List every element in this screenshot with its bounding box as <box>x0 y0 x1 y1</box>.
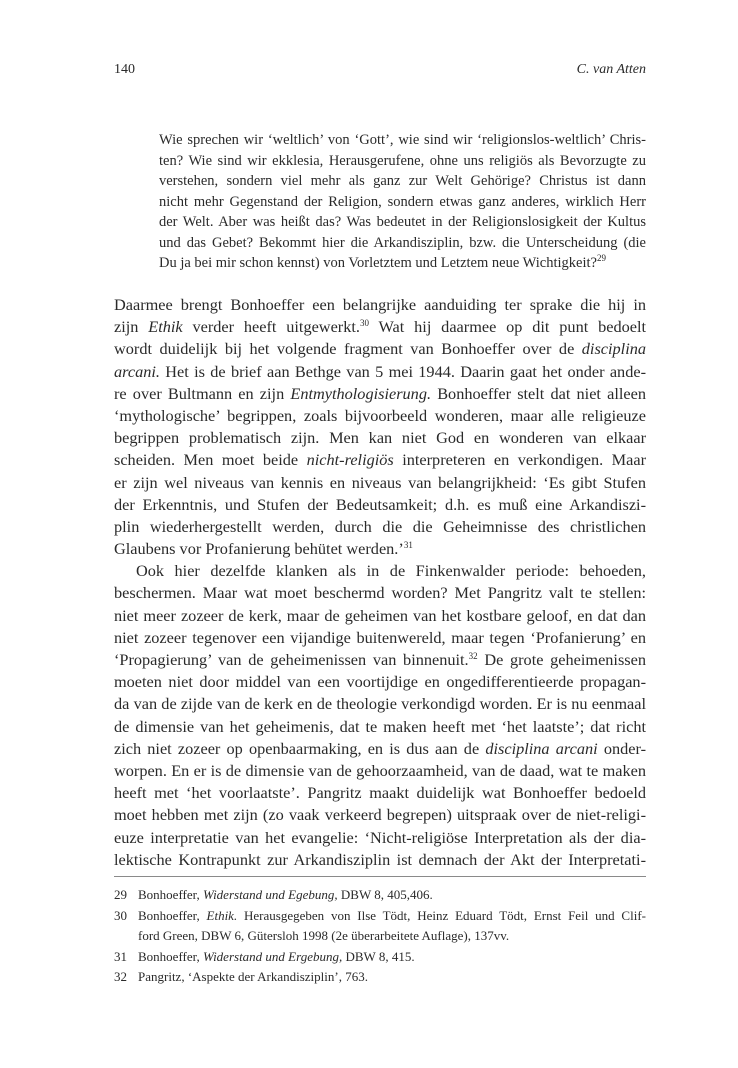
quote-line: Wie sprechen wir ‘weltlich’ von ‘Gott’, wie sind wir ‘religionslos-weltlich’ Chris- <box>159 132 646 148</box>
body-line: euze interpretatie van het evangelie: ‘Nicht-religiöse Interpretation als der dia- <box>114 827 646 847</box>
body-line: beschermen. Maar wat moet beschermd worden? Met Pangritz valt te stellen: <box>114 583 646 603</box>
quote-line: und das Gebet? Bekommt hier die Arkandisziplin, bzw. die Unterscheidung (die <box>159 234 646 251</box>
footnote-32 <box>114 967 646 988</box>
footnote-text: Pangritz, ‘Aspekte der Arkandisziplin’, 763. <box>138 969 368 984</box>
body-line: Glaubens vor Profanierung behütet werden.’$^{31}$ <box>114 539 413 559</box>
body-line: worpen. En er is de dimensie van de gehoorzaamheid, van de daad, wat te maken <box>114 760 646 780</box>
footnote-ref-32: 32 <box>468 651 478 661</box>
footnote-ref-30: 30 <box>359 318 369 329</box>
body-line: da van de zijde van de kerk en de theologie verkondigd worden. Er is nu eenmaal <box>114 694 646 714</box>
footnote-29 <box>114 885 646 906</box>
body-line: moet hebben met zijn (zo vaak verkeerd begrepen) uitspraak over de niet-religi- <box>114 805 646 825</box>
footnote-number: 29 <box>114 887 127 902</box>
footnote-text: Bonhoeffer, Ethik. Herausgegeben von Ilse Tödt, Heinz Eduard Tödt, Ernst Feil und Clif- ford Green, DBW 6, Gütersloh 1998 (2e überarbeitete Auflage), 137vv. <box>138 907 646 943</box>
footnote-divider <box>114 876 646 877</box>
footnote-text: Bonhoeffer, Widerstand und Egebung, DBW 8, 405,406. <box>138 887 433 902</box>
body-line: Daarmee brengt Bonhoeffer een belangrijke aanduiding ter sprake die hij in <box>114 295 646 314</box>
footnote-text: Bonhoeffer, Widerstand und Ergebung, DBW 8, 415. <box>138 948 415 964</box>
footnote-number: 31 <box>114 948 127 964</box>
body-line: ‘mythologische’ begrippen, zoals bijvoorbeeld wonderen, maar alle religieuze <box>114 405 646 425</box>
body-line: arcani. Het is de brief aan Bethge van 5 mei 1944. Daarin gaat het onder ande- <box>114 361 646 381</box>
body-line: Ook hier dezelfde klanken als in de Finkenwalder periode: behoeden, <box>136 561 646 581</box>
quote-line: nicht mehr Gegenstand der Religion, sondern etwas ganz anderes, wirklich Herr <box>159 193 646 210</box>
body-line: ‘Propagierung’ van de geheimenissen van binnenuit.$^{32}$ De grote geheimenissen <box>114 650 646 669</box>
body-line: re over Bultmann en zijn Entmythologisierung. Bonhoeffer stelt dat niet alleen <box>114 383 646 403</box>
block-quote <box>159 130 646 274</box>
quote-line: Du ja bei mir schon kennst) von Vorletztem und Letztem neue Wichtigkeit?$^{29}$ <box>159 253 606 271</box>
footnote-number: 30 <box>114 907 127 923</box>
body-line: plin wiederhergestellt werden, durch die die Geheimnisse des christlichen <box>114 516 646 536</box>
quote-line: verstehen, sondern viel mehr als ganz zur Welt Gehörige? Christus ist dann <box>159 173 646 189</box>
body-line: scheiden. Men moet beide nicht-religiös interpreteren en verkondigen. Maar <box>114 450 646 470</box>
footnote-ref-29: 29 <box>596 253 606 263</box>
quote-line: der Welt. Aber was heißt das? Was bedeutet in der Religionslosigkeit der Kultus <box>159 214 646 230</box>
body-line: niet meer zozeer de kerk, maar de geheimen van het kostbare geloof, en dat dan <box>114 605 646 625</box>
footnote-30 <box>114 906 646 947</box>
body-line: wordt duidelijk bij het volgende fragment van Bonhoeffer over de disciplina <box>114 339 646 359</box>
body-line: moeten niet door middel van een voortijdige en ongedifferentieerde propagan- <box>114 672 646 692</box>
running-head-author: C. van Atten <box>576 62 646 77</box>
footnote-number: 32 <box>114 969 127 984</box>
body-line: heeft met ‘het voorlaatste’. Pangritz maakt duidelijk wat Bonhoeffer bedoeld <box>114 783 646 803</box>
body-line: de dimensie van het geheimenis, dat te maken heeft met ‘het laatste’; dat richt <box>114 716 646 736</box>
body-line: zich niet zozeer op openbaarmaking, en is dus aan de disciplina arcani onder- <box>114 738 646 758</box>
body-line: zijn Ethik verder heeft uitgewerkt.$^{30}$ Wat hij daarmee op dit punt bedoelt <box>114 317 646 337</box>
body-line: lektische Kontrapunkt zur Arkandisziplin ist demnach der Akt der Interpretati- <box>114 849 646 869</box>
body-line: er zijn wel niveaus van kennis en niveaus van belangrijkheid: ‘Es gibt Stufen <box>114 472 646 492</box>
body-line: der Erkenntnis, und Stufen der Bedeutsamkeit; d.h. es muß eine Arkandiszi- <box>114 494 646 514</box>
body-line: begrippen problematisch zijn. Men kan niet God en wonderen van elkaar <box>114 428 646 448</box>
footnote-ref-31: 31 <box>403 540 413 551</box>
footnotes <box>114 885 646 988</box>
body-text <box>114 294 646 871</box>
footnote-31 <box>114 947 646 968</box>
page-number: 140 <box>114 62 135 77</box>
body-line: niet zozeer tegenover een vijandige buitenwereld, maar tegen ‘Profanierung’ en <box>114 627 646 647</box>
quote-line: ten? Wie sind wir ekklesia, Herausgerufene, ohne uns religiös als Bevorzugte zu <box>159 152 646 169</box>
